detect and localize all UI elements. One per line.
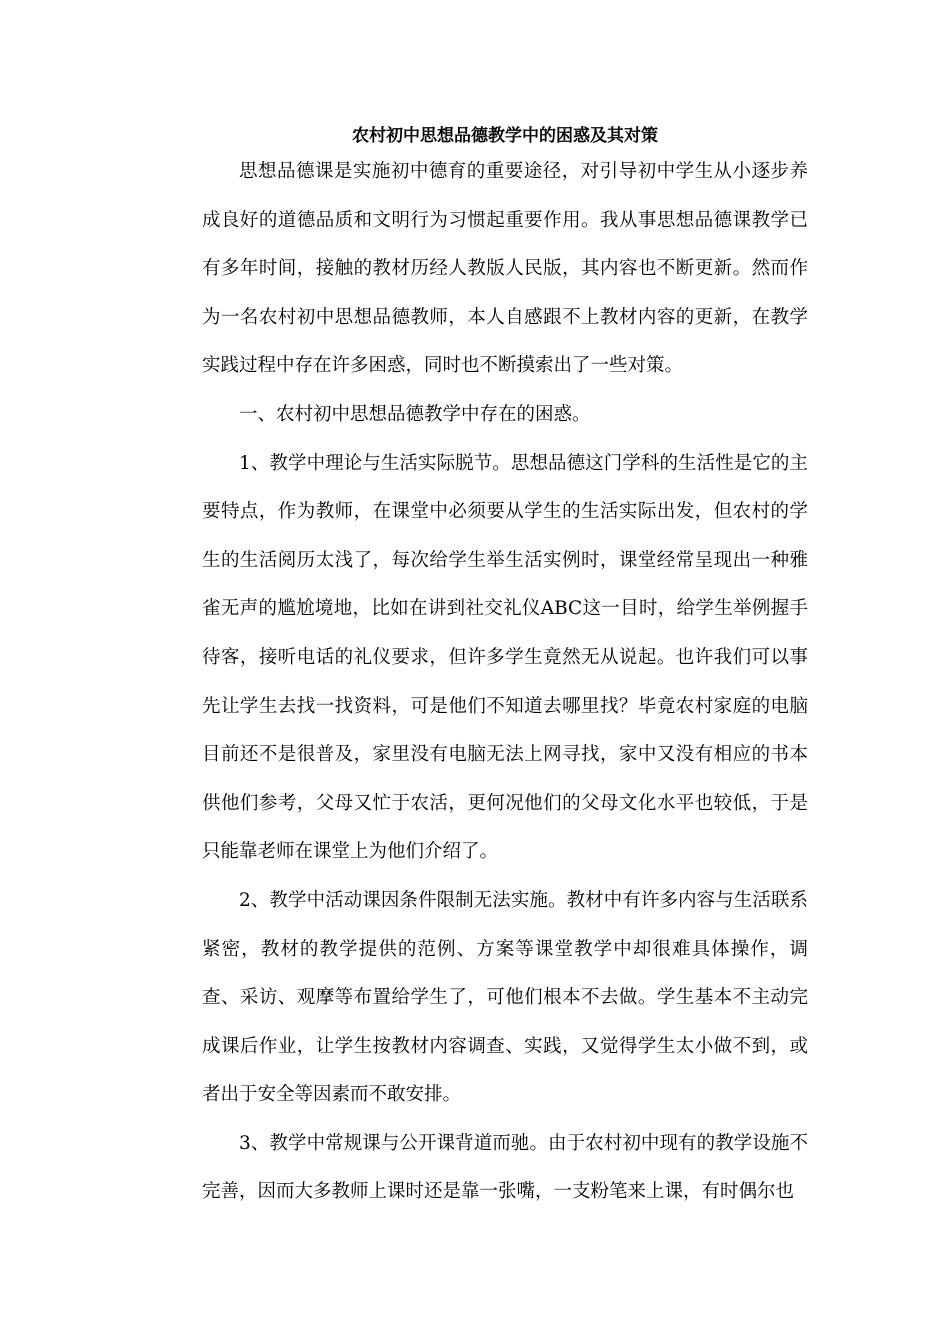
paragraph-point-2: 2、教学中活动课因条件限制无法实施。教材中有许多内容与生活联系紧密，教材的教学提供的范例、方案等课堂教学中却很难具体操作，调查、采访、观摩等布置给学生了，可他们根本不去做。学生基本不主动完成课后作业，让学生按教材内容调查、实践，又觉得学生太小做不到，或者出于安全等因素而不敢安排。	[202, 889, 808, 1106]
section-heading-1: 一、农村初中思想品德教学中存在的困惑。	[239, 403, 591, 425]
paragraph-intro: 思想品德课是实施初中德育的重要途径，对引导初中学生从小逐步养成良好的道德品质和文明行为习惯起重要作用。我从事思想品德课教学已有多年时间，接触的教材历经人教版人民版，其内容也不断更新。然而作为一名农村初中思想品德教师，本人自感跟不上教材内容的更新，在教学实践过程中存在许多困惑，同时也不断摸索出了一些对策。	[202, 161, 808, 377]
paragraph-point-1: 1、教学中理论与生活实际脱节。思想品德这门学科的生活性是它的主要特点，作为教师，在课堂中必须要从学生的生活实际出发，但农村的学生的生活阅历太浅了，每次给学生举生活实例时，课堂经常呈现出一种雅雀无声的尴尬境地，比如在讲到社交礼仪ABC这一目时，给学生举例握手待客，接听电话的礼仪要求，但许多学生竟然无从说起。也许我们可以事先让学生去找一找资料，可是他们不知道去哪里找？毕竟农村家庭的电脑目前还不是很普及，家里没有电脑无法上网寻找，家中又没有相应的书本供他们参考，父母又忙于农活，更何况他们的父母文化水平也较低，于是只能靠老师在课堂上为他们介绍了。	[202, 452, 808, 863]
document-title: 农村初中思想品德教学中的困惑及其对策	[352, 126, 658, 146]
document-body	[202, 148, 808, 1217]
paragraph-point-3: 3、教学中常规课与公开课背道而驰。由于农村初中现有的教学设施不完善，因而大多教师上课时还是靠一张嘴，一支粉笔来上课，有时偶尔也	[202, 1132, 808, 1203]
